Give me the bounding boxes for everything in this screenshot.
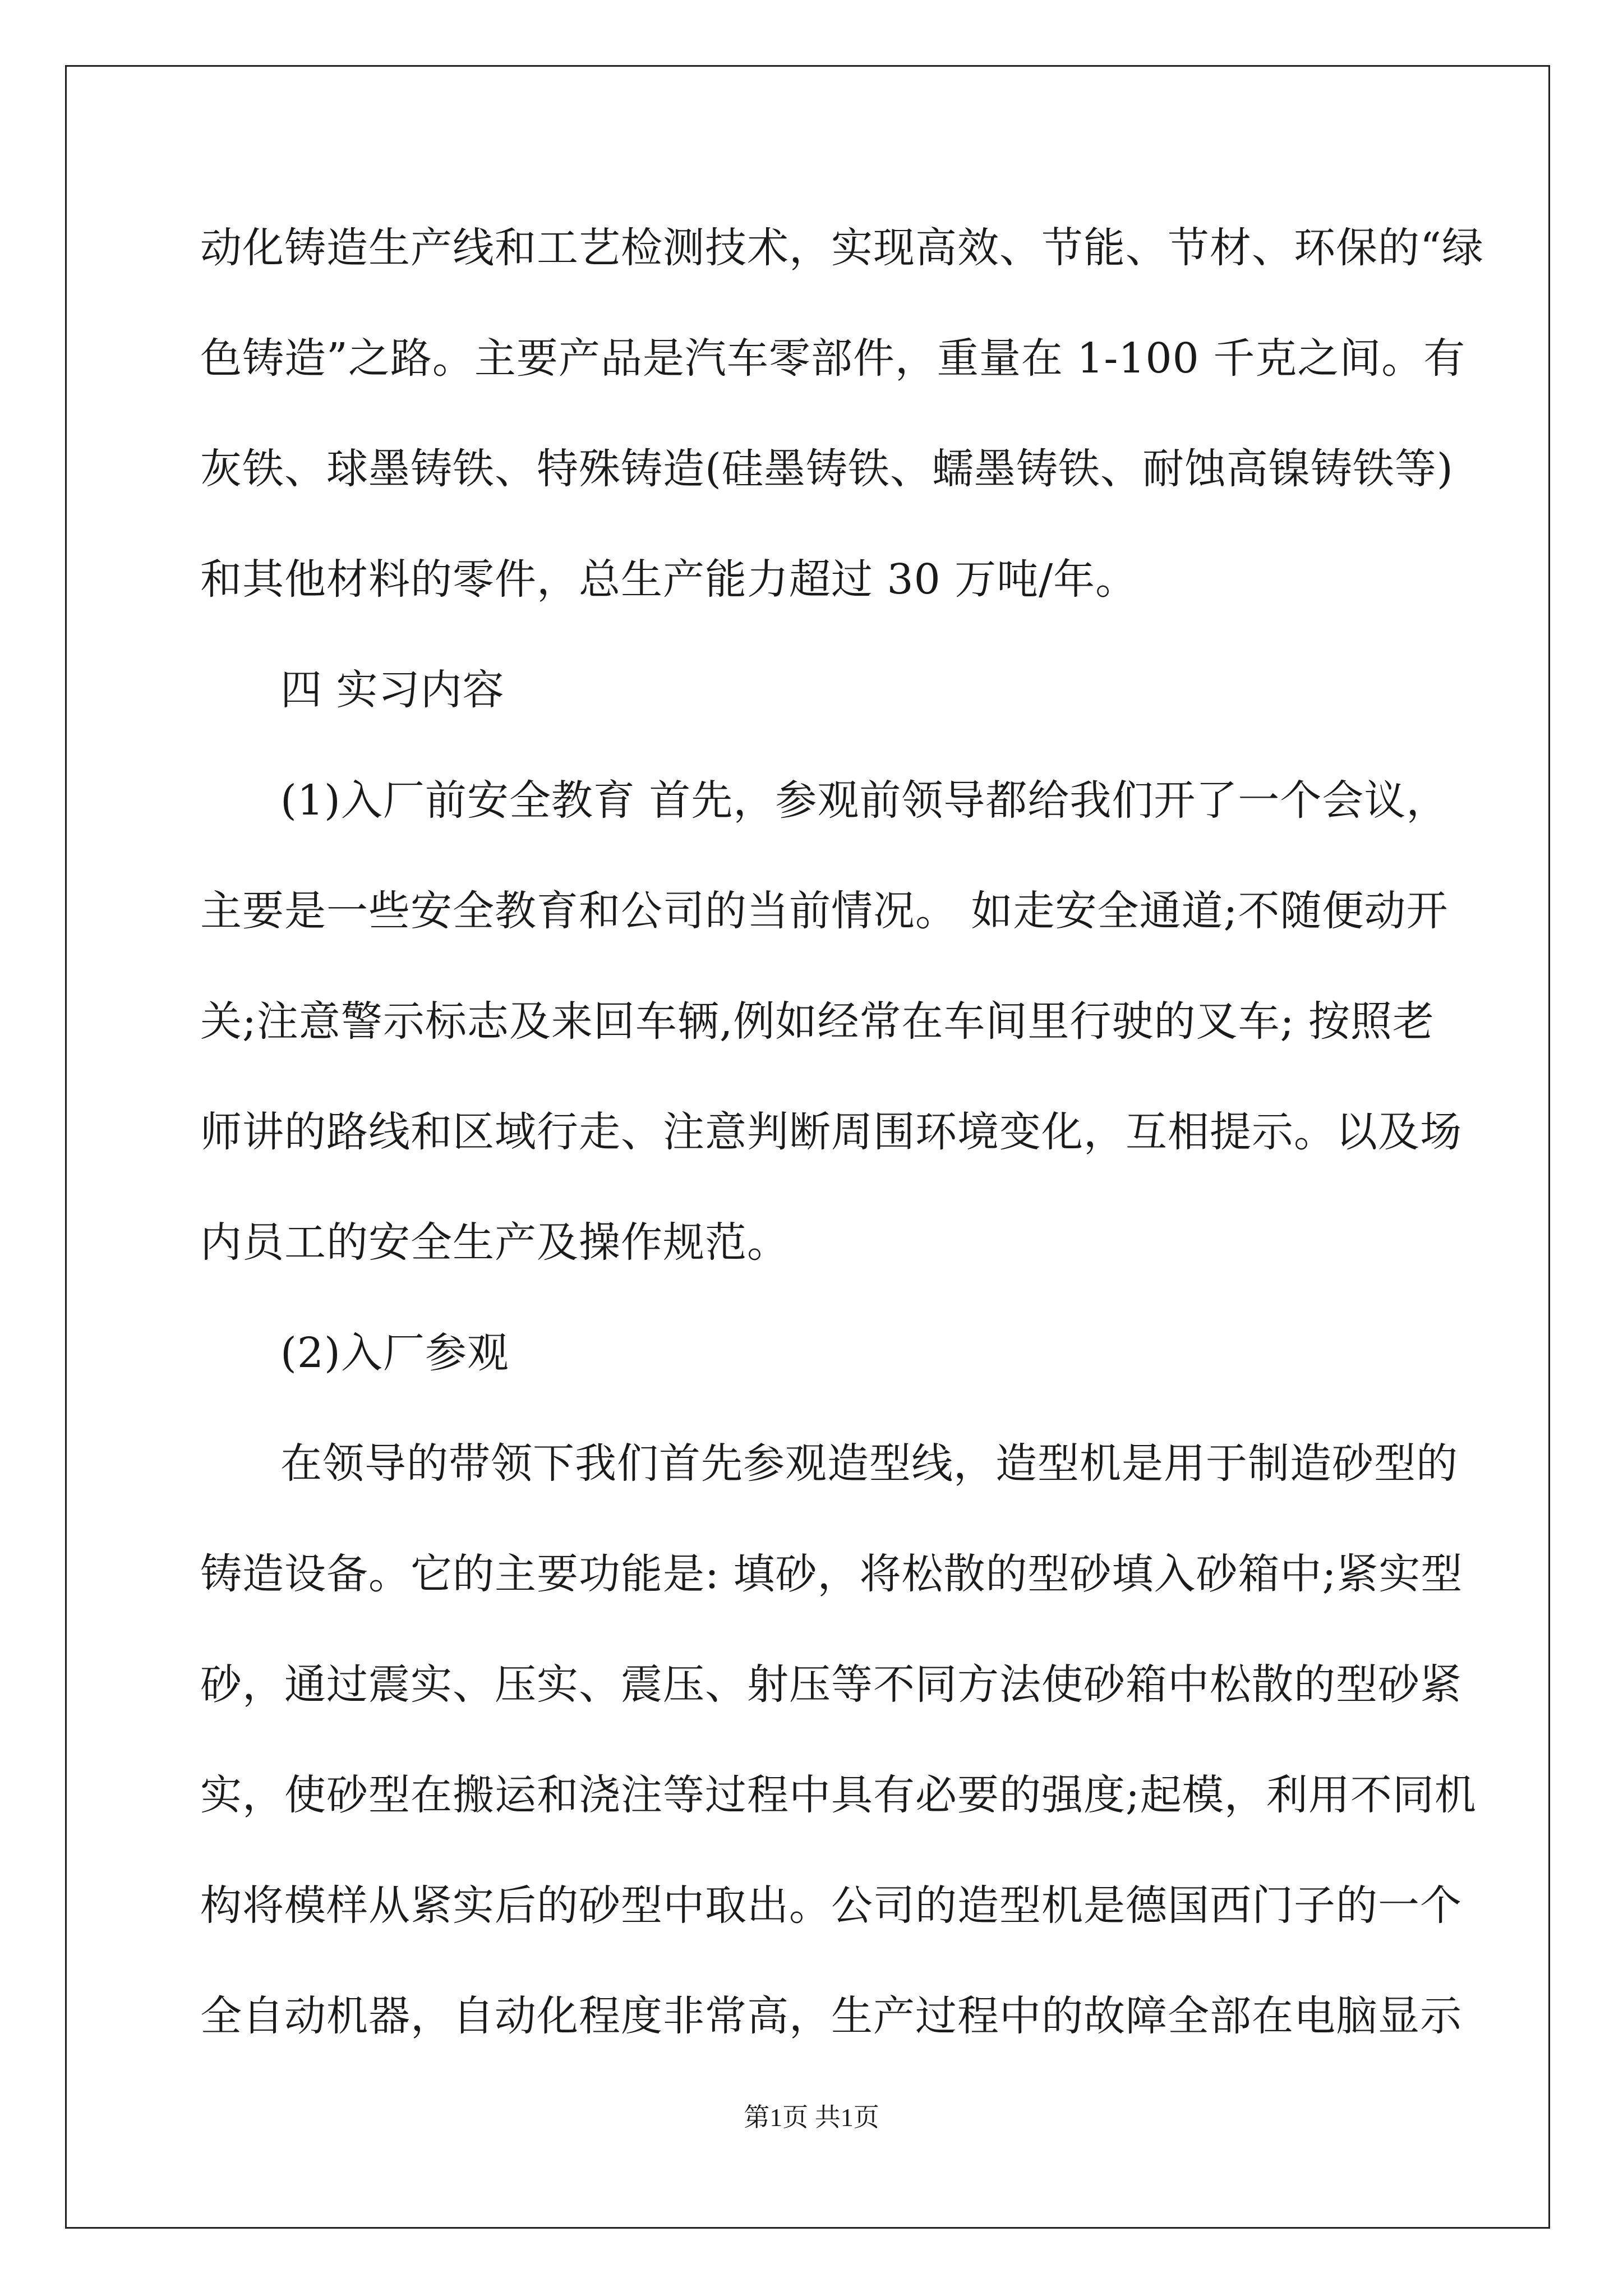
body-text-line: 铸造设备。它的主要功能是: 填砂，将松散的型砂填入砂箱中;紧实型: [200, 1550, 1463, 1598]
body-text-line: 关;注意警示标志及来回车辆,例如经常在车间里行驶的叉车; 按照老: [200, 997, 1435, 1046]
body-text-line: 内员工的安全生产及操作规范。: [200, 1218, 789, 1267]
body-text-line: 砂，通过震实、压实、震压、射压等不同方法使砂箱中松散的型砂紧: [200, 1660, 1462, 1709]
body-text-line: 构将模样从紧实后的砂型中取出。公司的造型机是德国西门子的一个: [200, 1881, 1462, 1930]
body-text-line: 师讲的路线和区域行走、注意判断周围环境变化，互相提示。以及场: [200, 1108, 1462, 1156]
body-text-line: 动化铸造生产线和工艺检测技术，实现高效、节能、节材、环保的“绿: [200, 224, 1484, 272]
body-text-line: 实，使砂型在搬运和浇注等过程中具有必要的强度;起模，利用不同机: [200, 1771, 1477, 1819]
body-text-line: 主要是一些安全教育和公司的当前情况。 如走安全通道;不随便动开: [200, 887, 1449, 935]
body-text-line: 全自动机器，自动化程度非常高，生产过程中的故障全部在电脑显示: [200, 1992, 1462, 2040]
body-text-line: 灰铁、球墨铸铁、特殊铸造(硅墨铸铁、蠕墨铸铁、耐蚀高镍铸铁等): [200, 445, 1454, 493]
body-text-line: 色铸造”之路。主要产品是汽车零部件，重量在 1-100 千克之间。有: [200, 334, 1466, 383]
subsection-heading: (2)入厂参观: [280, 1329, 509, 1377]
body-text-line: 和其他材料的零件，总生产能力超过 30 万吨/年。: [200, 555, 1138, 604]
page-number-footer: 第1页 共1页: [744, 2103, 879, 2132]
body-text-line: (1)入厂前安全教育 首先，参观前领导都给我们开了一个会议，: [280, 776, 1449, 825]
section-heading: 四 实习内容: [280, 666, 505, 714]
body-text-line: 在领导的带领下我们首先参观造型线，造型机是用于制造砂型的: [280, 1439, 1458, 1488]
